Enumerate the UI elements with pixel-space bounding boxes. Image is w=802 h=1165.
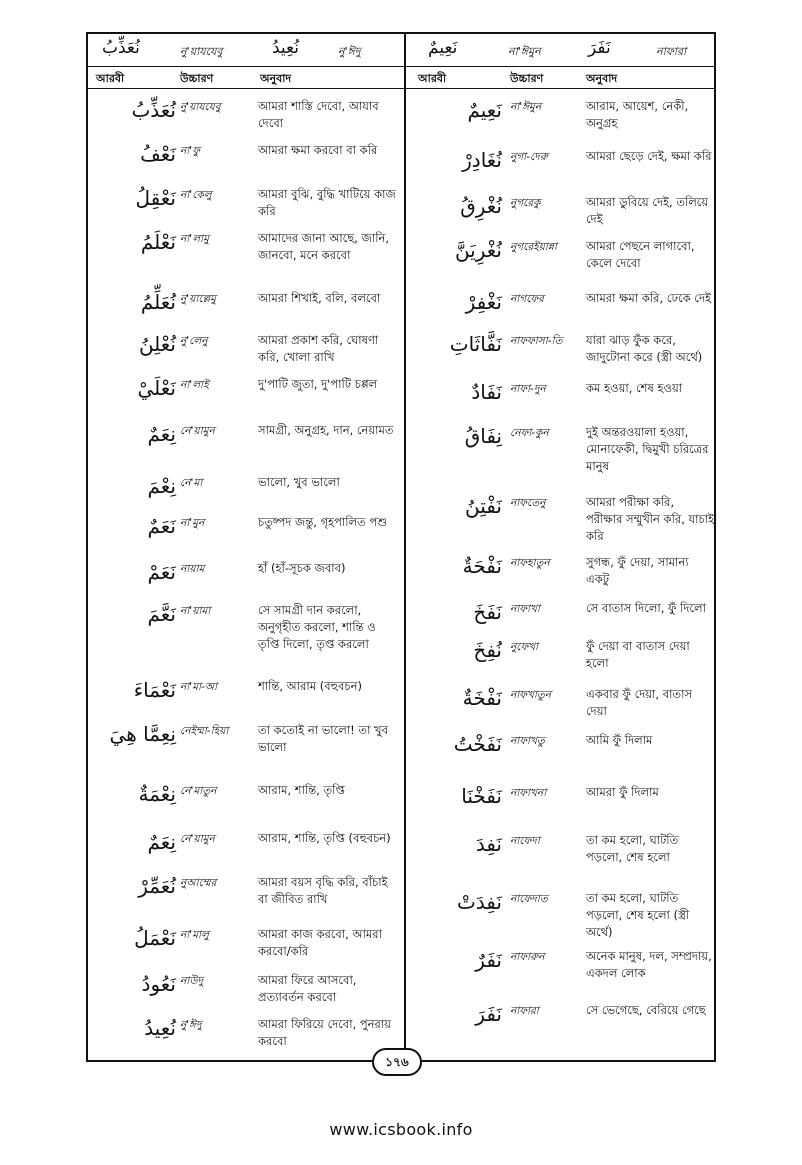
pronunciation-text: নাফেদাত [510, 893, 548, 905]
arabic-word: نَعْمَاءَ [133, 678, 176, 702]
arabic-word: نَفَرٌ [475, 948, 502, 972]
meaning-text: আমি ফুঁ দিলাম [586, 733, 653, 747]
meaning-text: অনেক মানুষ, দল, সম্প্রদায়, একদল লোক [586, 949, 712, 980]
dictionary-table [86, 32, 716, 1062]
meaning-text: আমরা পেছনে লাগাবো, কেলে দেবো [586, 239, 695, 270]
header-right-first-arabic: نَعِيمٌ [428, 38, 458, 58]
meaning-text: চতুষ্পদ জন্তু, গৃহপালিত পশু [258, 515, 388, 529]
meaning-text: আমাদের জানা আছে, জানি, জানবো, মনে করবো [258, 231, 390, 262]
arabic-word: نَفْخَةٌ [462, 686, 502, 710]
meaning-text: আমরা বুঝি, বুদ্ধি খাটিয়ে কাজ করি [258, 187, 396, 218]
pronunciation-text: নাফখাতুন [510, 689, 552, 701]
arabic-word: نَعْلَيْ [137, 376, 176, 400]
header-left-last-arabic: نُعِيدُ [272, 38, 299, 58]
col-header-meaning-left: অনুবাদ [260, 72, 292, 85]
meaning-text: আমরা ফিরে আসবো, প্রত্যাবর্তন করবো [258, 973, 357, 1004]
arabic-word: نَعِيمٌ [467, 98, 502, 122]
pronunciation-text: নু'লেনু [180, 335, 208, 347]
arabic-word: نَعَمٌ [147, 514, 176, 538]
pronunciation-text: নাফহাতুন [510, 557, 550, 569]
meaning-text: আমরা ফুঁ দিলাম [586, 785, 659, 799]
pronunciation-text: না'য়ামা [180, 605, 211, 617]
arabic-word: نِعِمَّا هِيَ [109, 722, 176, 746]
meaning-text: সুগন্ধ, ফুঁ দেয়া, সামান্য একটু [586, 555, 689, 586]
meaning-text: আমরা প্রকাশ করি, ঘোষণা করি, খোলা রাখি [258, 333, 379, 364]
arabic-word: نَعْلَمُ [140, 230, 176, 254]
col-header-pronunciation-left: উচ্চারণ [180, 72, 214, 85]
meaning-text: শান্তি, আরাম (বহুবচন) [258, 679, 362, 693]
meaning-text: দু'পাটি জুতা, দু'পাটি চপ্পল [258, 377, 378, 391]
pronunciation-text: না'মালু [180, 929, 209, 941]
header-left-first-arabic: نُعَذِّبُ [102, 38, 140, 58]
pronunciation-text: নে'য়ামুন [180, 833, 215, 845]
meaning-text: সে ভেগেছে, বেরিয়ে গেছে [586, 1003, 706, 1017]
meaning-text: দুই অন্তরওয়ালা হওয়া, মোনাফেকী, দ্বিমুখী চরিত্রের মানুষ [586, 425, 709, 473]
pronunciation-text: নাগফের [510, 293, 544, 305]
meaning-text: তা কম হলো, ঘাটতি পড়লো, শেষ হলো [586, 833, 679, 864]
arabic-word: نَعَمْ [147, 560, 176, 584]
header-left-last-translit: নু'ঈদু [338, 45, 361, 58]
header-right-last-translit: নাফারা [656, 45, 687, 58]
page-number: ১৭৬ [372, 1048, 422, 1076]
arabic-word: نَعْمَلُ [134, 926, 176, 950]
left-entries-column [88, 90, 404, 1060]
footer-url: www.icsbook.info [329, 1120, 473, 1139]
pronunciation-text: না'মুন [180, 517, 205, 529]
arabic-word: نُغَادِرْ [462, 148, 502, 172]
meaning-text: আরাম, শান্তি, তৃপ্তি [258, 783, 345, 797]
pronunciation-text: নুগরেইয়ান্না [510, 241, 557, 253]
pronunciation-text: নে'য়ামুন [180, 425, 215, 437]
meaning-text: কম হওয়া, শেষ হওয়া [586, 381, 683, 395]
pronunciation-text: নাফা-দুন [510, 383, 546, 395]
arabic-word: نَعْفُ [140, 142, 176, 166]
arabic-word: نِعْمَ [147, 474, 176, 498]
arabic-word: نَفِدَ [475, 832, 502, 856]
header-left-first-translit: নু'য়াযযেবু [180, 45, 223, 58]
col-header-arabic-right: আরবী [418, 72, 447, 85]
arabic-word: نُعَلِّمُ [140, 290, 176, 314]
right-entries-column [406, 90, 716, 1060]
arabic-word: نَفَخَ [473, 600, 502, 624]
meaning-text: আমরা ক্ষমা করি, ঢেকে দেই [586, 291, 711, 305]
pronunciation-text: নেফা-কুন [510, 427, 549, 439]
pronunciation-text: নেইম্মা-হিয়া [180, 725, 229, 737]
running-header [88, 34, 714, 67]
meaning-text: ভালো, খুব ভালো [258, 475, 340, 489]
pronunciation-text: নে'মা [180, 477, 203, 489]
arabic-word: نَفَرَ [475, 1002, 502, 1026]
arabic-word: نَفِدَتْ [456, 890, 502, 914]
pronunciation-text: নাফেদা [510, 835, 540, 847]
pronunciation-text: নু'ঈদু [180, 1019, 202, 1031]
arabic-word: نُغْرِقُ [460, 194, 502, 218]
arabic-word: نَعَّمَ [147, 602, 176, 626]
header-right-last-arabic: نَفَرَ [588, 38, 611, 58]
pronunciation-text: নু'য়াযযেবু [180, 101, 221, 113]
pronunciation-text: না'কেলু [180, 189, 212, 201]
meaning-text: সে সামগ্রী দান করলো, অনুগৃহীত করলো, শান্তি ও তৃপ্তি দিলো, তৃপ্ত করলো [258, 603, 376, 651]
arabic-word: نُفِخَ [473, 638, 502, 662]
meaning-text: তা কম হলো, ঘাটতি পড়লো, শেষ হলো (স্ত্রী অর্থে) [586, 891, 690, 939]
meaning-text: আমরা ডুবিয়ে দেই, তলিয়ে দেই [586, 195, 709, 226]
pronunciation-text: নাফাখনা [510, 787, 547, 799]
meaning-text: আরাম, শান্তি, তৃপ্তি (বহুবচন) [258, 831, 391, 845]
meaning-text: আমরা শাস্তি দেবো, আযাব দেবো [258, 99, 379, 130]
pronunciation-text: নাউদু [180, 975, 204, 987]
pronunciation-text: নুফেখা [510, 641, 539, 653]
arabic-word: نُعَذِّبُ [131, 98, 176, 122]
meaning-text: আমরা ক্ষমা করবো বা করি [258, 143, 378, 157]
arabic-word: نَغْفِرْ [465, 290, 502, 314]
meaning-text: আমরা বয়স বৃদ্ধি করি, বাঁচাই বা জীবিত রাখি [258, 875, 388, 906]
meaning-text: আমরা পরীক্ষা করি, পরীক্ষার সম্মুখীন করি, যাচাই করি [586, 495, 715, 543]
arabic-word: نِعَمٌ [147, 830, 176, 854]
pronunciation-text: নাফাখতু [510, 735, 545, 747]
meaning-text: সে বাতাস দিলো, ফুঁ দিলো [586, 601, 706, 615]
meaning-text: সামগ্রী, অনুগ্রহ, দান, নেয়ামত [258, 423, 394, 437]
pronunciation-text: নাফফাসা-তি [510, 335, 563, 347]
pronunciation-text: নুগা-দেরু [510, 151, 548, 163]
arabic-word: نِعَمٌ [147, 422, 176, 446]
arabic-word: نَفْحَةٌ [462, 554, 502, 578]
pronunciation-text: না'ঈমুন [510, 101, 542, 113]
pronunciation-text: নু'য়াল্লেমু [180, 293, 216, 305]
arabic-word: نَعُودُ [141, 972, 176, 996]
meaning-text: আমরা শিখাই, বলি, বলবো [258, 291, 381, 305]
pronunciation-text: নুআম্মের [180, 877, 217, 889]
arabic-word: نُعْلِنُ [138, 332, 176, 356]
pronunciation-text: না'মা-আ [180, 681, 218, 693]
col-header-arabic-left: আরবী [96, 72, 125, 85]
meaning-text: হাঁ (হাঁ-সূচক জবাব) [258, 561, 346, 575]
arabic-word: نَعْقِلُ [135, 186, 176, 210]
pronunciation-text: না'ফু [180, 145, 200, 157]
arabic-word: نَفْتِنُ [465, 494, 502, 518]
pronunciation-text: নে'মাতুন [180, 785, 217, 797]
col-header-meaning-right: অনুবাদ [586, 72, 618, 85]
arabic-word: نَفَخْتُ [453, 732, 502, 756]
arabic-word: نَفَّاثَاتِ [449, 332, 502, 356]
pronunciation-text: নাফতেনু [510, 497, 546, 509]
pronunciation-text: নাফাখা [510, 603, 540, 615]
meaning-text: আমরা ফিরিয়ে দেবো, পুনরায় করবো [258, 1017, 391, 1048]
pronunciation-text: নায়াম [180, 563, 205, 575]
pronunciation-text: না'লামু [180, 233, 209, 245]
arabic-word: نَفَخْنَا [461, 784, 502, 808]
pronunciation-text: নাফারুন [510, 951, 545, 963]
arabic-word: نُعَمِّرْ [138, 874, 176, 898]
meaning-text: একবার ফুঁ দেয়া, বাতাস দেয়া [586, 687, 692, 718]
pronunciation-text: না'লাই [180, 379, 209, 391]
meaning-text: তা কতোই না ভালো! তা খুব ভালো [258, 723, 389, 754]
column-header-row [88, 66, 714, 89]
meaning-text: আমরা কাজ করবো, আমরা করবো/করি [258, 927, 382, 958]
meaning-text: আমরা ছেড়ে দেই, ক্ষমা করি [586, 149, 712, 163]
meaning-text: যারা ঝাড় ফুঁক করে, জাদুটোনা করে (স্ত্রী অর্থে) [586, 333, 703, 364]
pronunciation-text: নুগরেকু [510, 197, 541, 209]
meaning-text: আরাম, আয়েশ, নেকী, অনুগ্রহ [586, 99, 689, 130]
col-header-pronunciation-right: উচ্চারণ [510, 72, 544, 85]
arabic-word: نَفَادٌ [471, 380, 502, 404]
arabic-word: نُغْرِيَنَّ [454, 238, 502, 262]
pronunciation-text: নাফারা [510, 1005, 539, 1017]
meaning-text: ফুঁ দেয়া বা বাতাস দেয়া হলো [586, 639, 690, 670]
arabic-word: نُعِيدُ [144, 1016, 176, 1040]
arabic-word: نِعْمَةٌ [138, 782, 176, 806]
arabic-word: نِفَاقُ [464, 424, 502, 448]
header-right-first-translit: না'ঈমুন [508, 45, 541, 58]
